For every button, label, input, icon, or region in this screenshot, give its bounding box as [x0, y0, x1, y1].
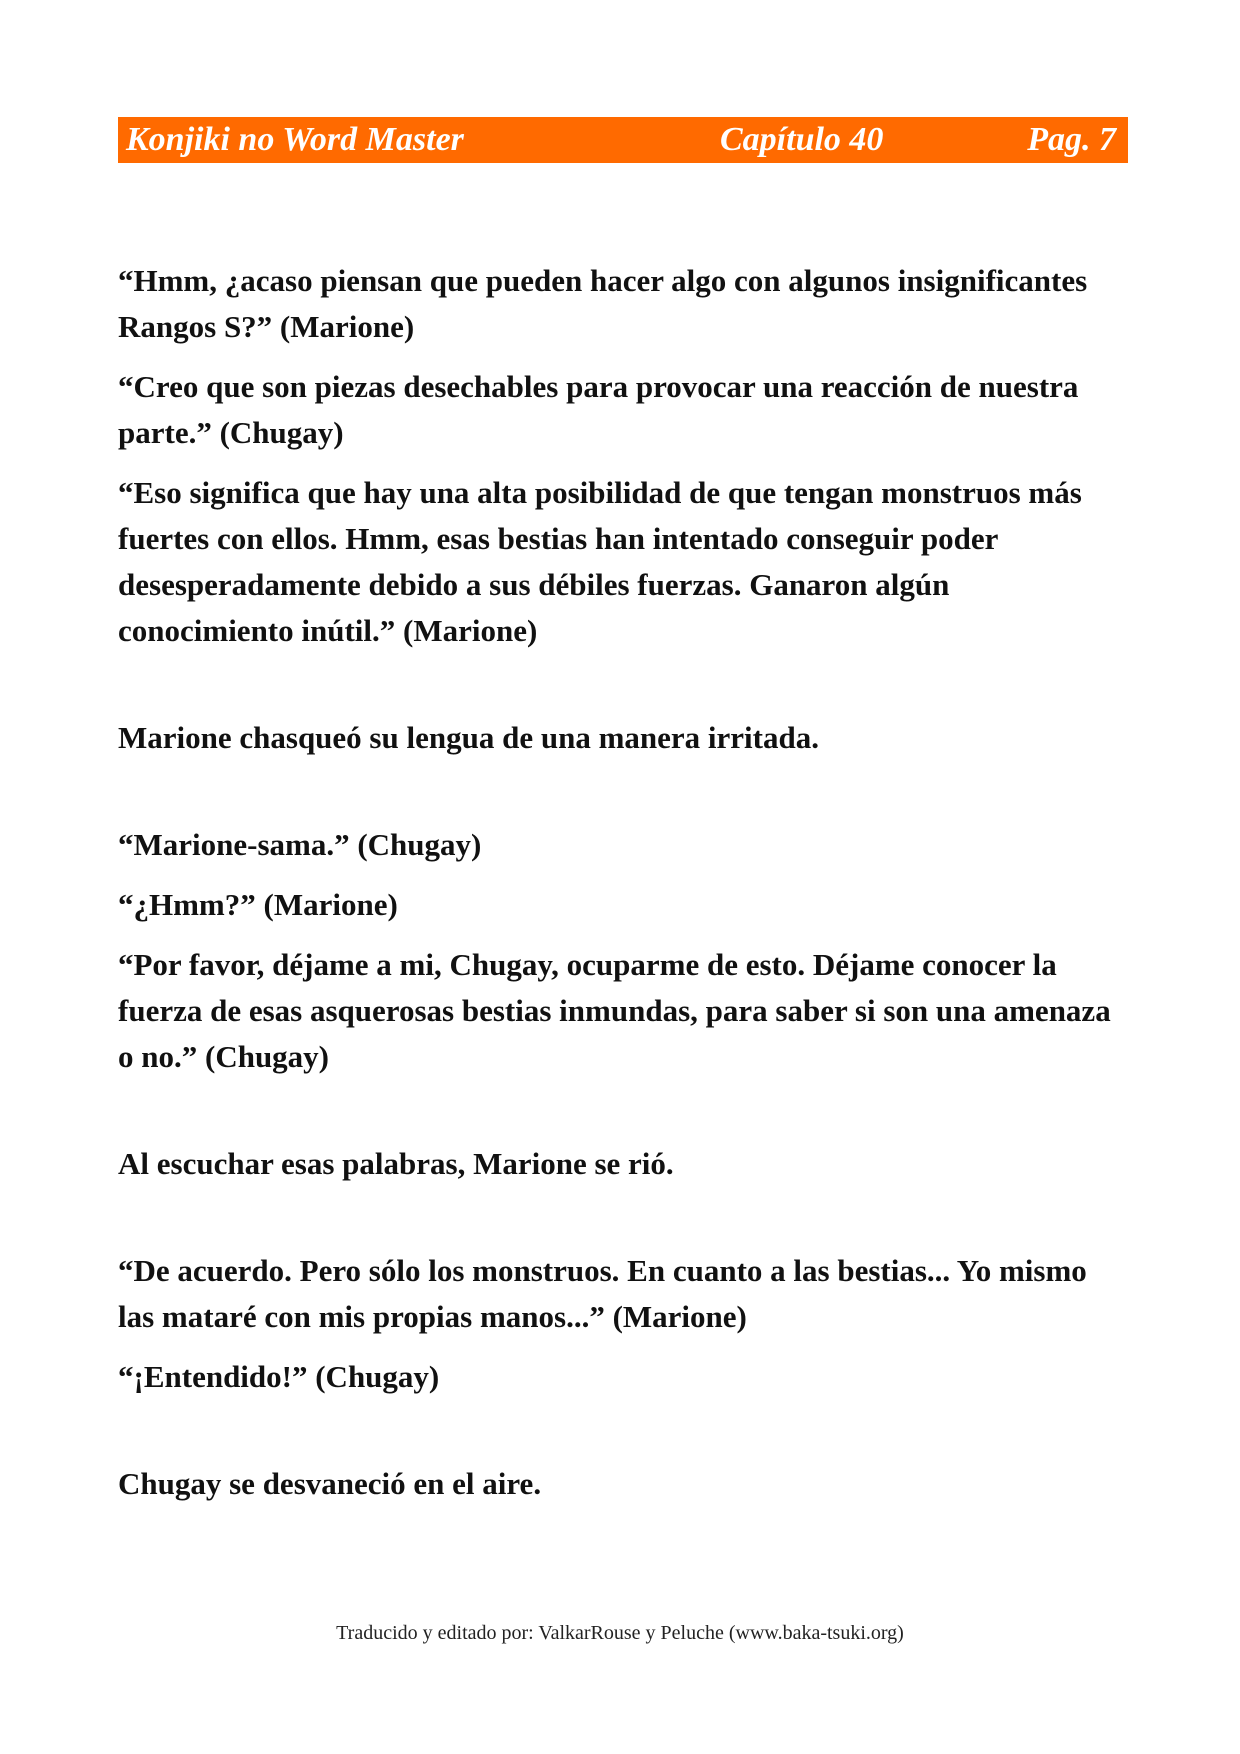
paragraph: “Marione-sama.” (Chugay)	[118, 827, 482, 862]
paragraph: “Por favor, déjame a mi, Chugay, ocuparme de esto. Déjame conocer la fuerza de esas asquerosas bestias inmundas, para saber si son una amenaza o no.” (Chugay)	[118, 947, 1111, 1074]
paragraph: “De acuerdo. Pero sólo los monstruos. En cuanto a las bestias... Yo mismo las mataré con mis propias manos...” (Marione)	[118, 1253, 1087, 1334]
paragraph: “Hmm, ¿acaso piensan que pueden hacer algo con algunos insignificantes Rangos S?” (Marione)	[118, 263, 1088, 344]
page-header	[118, 117, 1128, 163]
paragraph: “¡Entendido!” (Chugay)	[118, 1359, 440, 1394]
paragraph: “Eso significa que hay una alta posibilidad de que tengan monstruos más fuertes con ellos. Hmm, esas bestias han intentado conseguir poder desesperadamente debido a sus débiles fuerzas. Ganaron algún conocimiento inútil.” (Marione)	[118, 475, 1082, 648]
novel-title: Konjiki no Word Master	[126, 121, 464, 158]
paragraph: “¿Hmm?” (Marione)	[118, 887, 398, 922]
translator-credit: Traducido y editado por: ValkarRouse y Peluche (www.baka-tsuki.org)	[336, 1622, 904, 1644]
chapter-label: Capítulo 40	[720, 121, 884, 158]
paragraph: “Creo que son piezas desechables para provocar una reacción de nuestra parte.” (Chugay)	[118, 369, 1079, 450]
chapter-text	[118, 258, 1128, 1507]
paragraph: Marione chasqueó su lengua de una manera irritada.	[118, 720, 819, 755]
paragraph: Al escuchar esas palabras, Marione se rió.	[118, 1146, 674, 1181]
paragraph: Chugay se desvaneció en el aire.	[118, 1466, 542, 1501]
page-number: Pag. 7	[1027, 121, 1116, 158]
